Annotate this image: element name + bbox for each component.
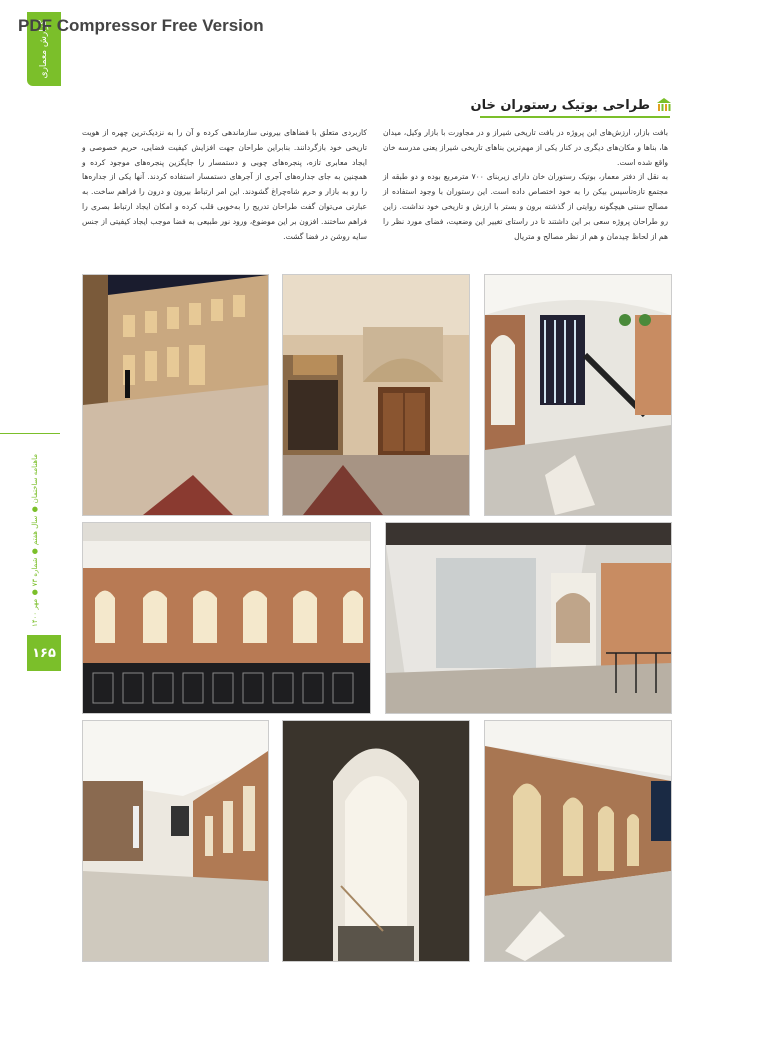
section-tab-label: گزارش معماری	[39, 19, 49, 79]
heading-underline	[480, 116, 670, 118]
building-logo-icon	[656, 97, 672, 113]
photo-bazaar-street-night	[82, 274, 269, 516]
margin-issue-info	[28, 440, 42, 640]
paragraph: به نقل از دفتر معمار، بوتیک رستوران خان دارای زیربنای ۷۰۰ مترمربع بوده و دو طبقه از مجتمع تازه‌تأسیس بیکن را به خود اختصاص داده است. این رستوران با وجود استفاده از مصالح سنتی هیچگونه روایتی از گذشته برون و بستر با ارزش و تاریخی خود نداشت. زاین رو طراحان پروژه سعی بر این داشتند تا در راستای تغییر این وضعیت، فضای مورد نظر را هم از لحاظ چیدمان و هم از نظر مصالح و متریال	[383, 172, 668, 241]
photo-mirror-curtain-installation	[385, 522, 672, 714]
article-title: طراحی بوتیک رستوران خان	[470, 97, 650, 113]
photo-arched-stairwell	[282, 720, 470, 962]
text-column-right	[383, 126, 668, 244]
margin-issue-text: ماهنامه ساختمان ● سال هفتم ● شماره ۷۳ ● مهر ۱۴۰۰	[31, 453, 39, 627]
paragraph: بافت بازار، ارزش‌های این پروژه در بافت تاریخی شیراز و در مجاورت با بازار وکیل، میدان ها، بناها و مکان‌های دیگری در کنار یکی از مهم‌ترین بناهای تاریخی شیراز یعنی مدرسه خان واقع شده است.	[383, 128, 668, 167]
photo-corridor-with-shadows	[82, 720, 269, 962]
paragraph: کاربردی متعلق با فضاهای بیرونی سازماندهی کرده و آن را به نزدیک‌ترین چهره از هویت تاریخی خود بازگردانند. بنابراین طراحان جهت افزایش کیفیت فضایی، حریم خصوصی و ایجاد معابری تازه، پنجره‌های چوبی و دستمسار را جایگزین پنجره‌های موجود کرده و همچنین به جای جداره‌های آجری از آجرهای دستمسار استفاده کردند. آنها یکی از جداره‌ها را رو به بازار و حرم شاه‌چراغ گشودند. این امر ارتباط بیرون و درون را فراهم ساخت. به عبارتی می‌توان گفت طراحان تدریج را به‌خوبی قلب کرده و امکان ایجاد ارتباط بصری را فراهم ساختند. افزون بر این موضوع، ورود نور طبیعی به فضا موجب ایجاد کیفیتی از جنس سایه روشن در فضا گشت.	[82, 128, 367, 241]
page-number: ۱۶۵	[27, 635, 61, 671]
text-column-left	[82, 126, 367, 244]
photo-storefront-wooden-door	[282, 274, 470, 516]
watermark: PDF Compressor Free Version	[18, 16, 264, 35]
article-heading	[450, 93, 672, 117]
photo-arched-windows-gallery	[82, 522, 371, 714]
photo-interior-spiral-stair	[484, 274, 672, 516]
margin-divider	[0, 433, 60, 434]
photo-brick-arcade-sunlight	[484, 720, 672, 962]
